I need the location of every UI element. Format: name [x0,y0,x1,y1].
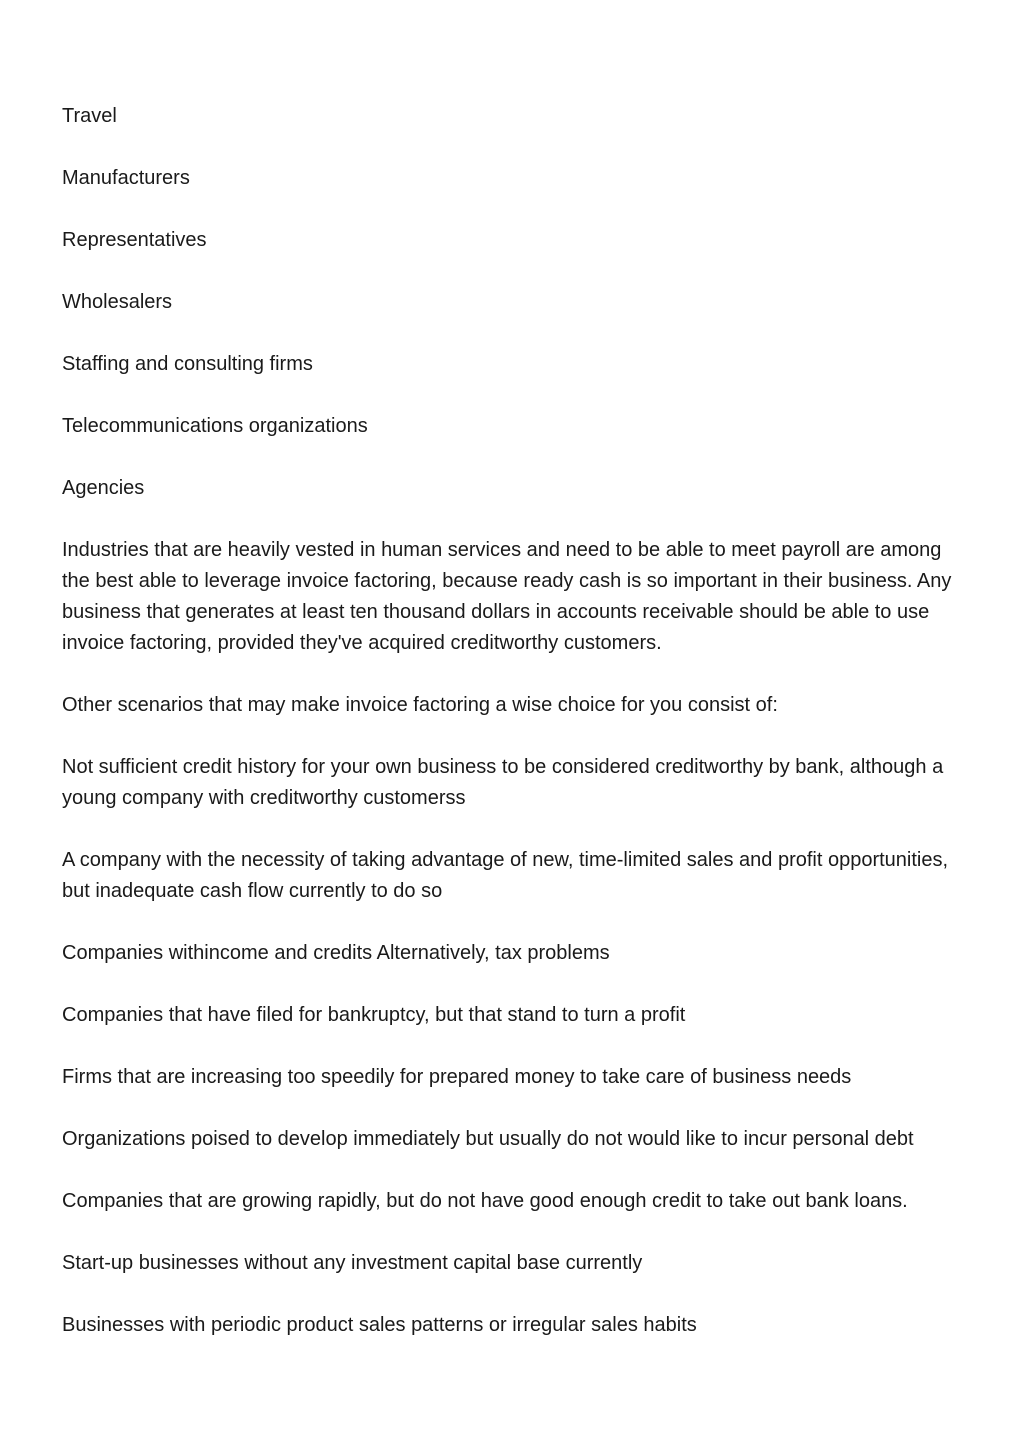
scenario-credit-history: Not sufficient credit history for your own business to be considered creditworthy by bank, although a young company with creditworthy customerss [62,756,944,809]
list-item-telecommunications: Telecommunications organizations [62,415,368,437]
list-item-manufacturers: Manufacturers [62,167,190,189]
list-item-agencies: Agencies [62,477,145,499]
scenario-time-limited: A company with the necessity of taking advantage of new, time-limited sales and profit opportunities, but inadequate cash flow currently to do so [62,849,949,902]
scenario-growing-speedily: Firms that are increasing too speedily for prepared money to take care of business needs [62,1066,852,1088]
scenario-start-up: Start-up businesses without any investment capital base currently [62,1252,643,1274]
scenario-poised-to-develop: Organizations poised to develop immediately but usually do not would like to incur personal debt [62,1128,914,1150]
list-item-representatives: Representatives [62,229,207,251]
document-page [62,101,962,1372]
list-item-wholesalers: Wholesalers [62,291,173,313]
paragraph-industries: Industries that are heavily vested in human services and need to be able to meet payroll are among the best able to leverage invoice factoring, because ready cash is so important in their business. Any business that generates at least ten thousand dollars in accounts receivable should be able to use invoice factoring, provided they've acquired creditworthy customers. [62,539,952,654]
scenario-tax-problems: Companies withincome and credits Alternatively, tax problems [62,942,610,964]
paragraph-other-scenarios: Other scenarios that may make invoice factoring a wise choice for you consist of: [62,694,778,716]
list-item-staffing: Staffing and consulting firms [62,353,313,375]
scenario-bankruptcy: Companies that have filed for bankruptcy, but that stand to turn a profit [62,1004,686,1026]
scenario-growing-rapidly: Companies that are growing rapidly, but do not have good enough credit to take out bank loans. [62,1190,908,1212]
scenario-periodic-sales: Businesses with periodic product sales patterns or irregular sales habits [62,1314,697,1336]
list-item-travel: Travel [62,105,117,127]
